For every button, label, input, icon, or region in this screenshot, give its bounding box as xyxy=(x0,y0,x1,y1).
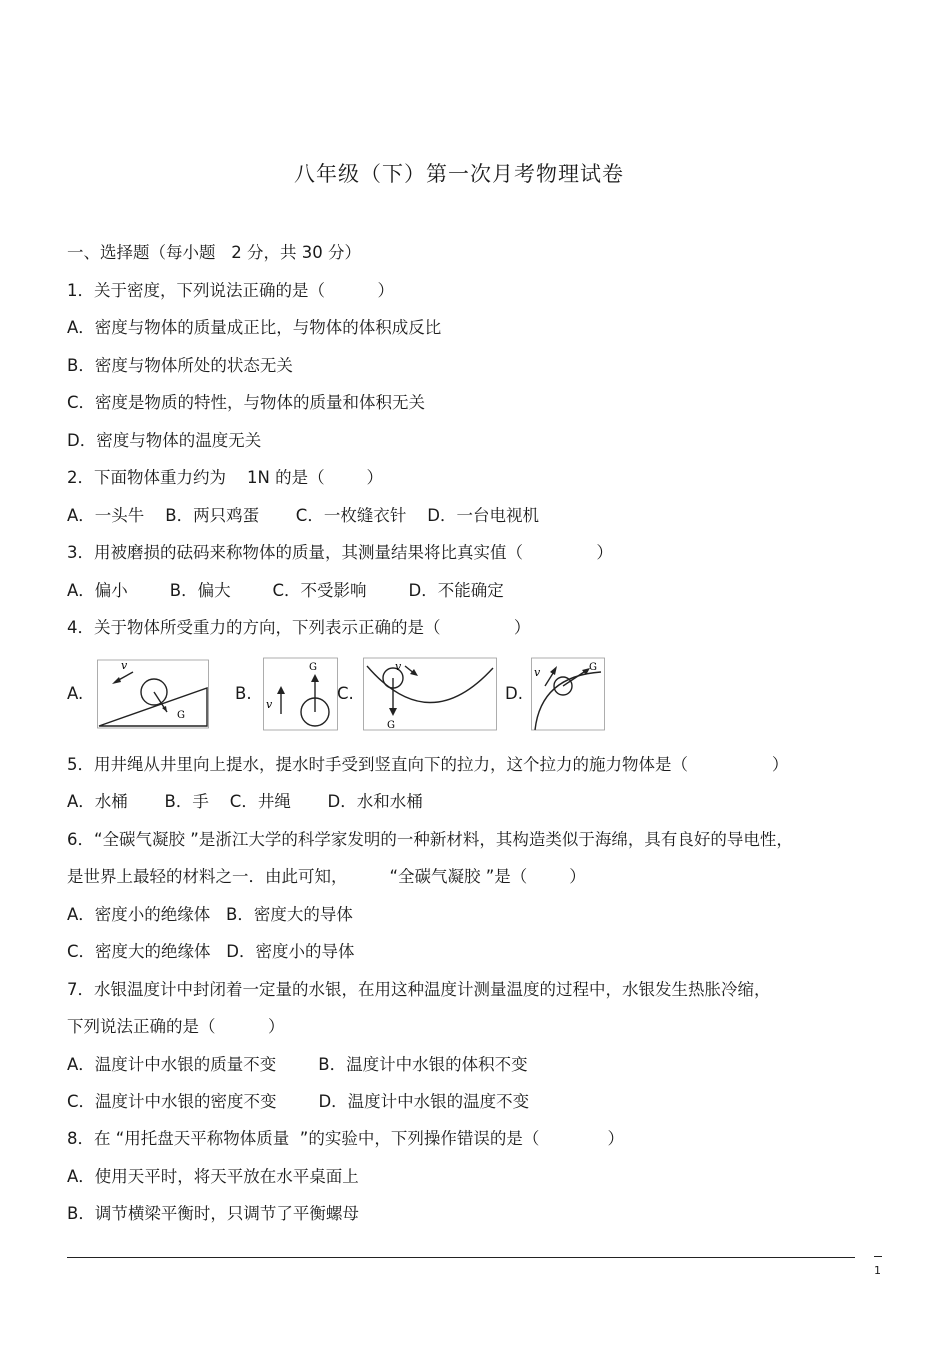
options-6-ab: A．密度小的绝缘体 B．密度大的导体 xyxy=(67,905,353,924)
exam-title: 八年级（下）第一次月考物理试卷 xyxy=(294,162,624,186)
question-1: 1．关于密度，下列说法正确的是（ ） xyxy=(67,281,394,300)
section-heading: 一、选择题（每小题 2 分，共 30 分） xyxy=(67,243,361,262)
options-7-ab: A．温度计中水银的质量不变 B．温度计中水银的体积不变 xyxy=(67,1055,528,1074)
svg-text:v: v xyxy=(534,666,541,679)
option-1c: C．密度是物质的特性，与物体的质量和体积无关 xyxy=(67,393,426,412)
question-6-line-2: 是世界上最轻的材料之一．由此可知， “全碳气凝胶 ”是（ ） xyxy=(67,867,586,886)
figure-c-bowl xyxy=(363,656,497,732)
options-6-cd: C．密度大的绝缘体 D．密度小的导体 xyxy=(67,942,355,961)
figure-a-incline xyxy=(97,656,209,730)
option-8b: B．调节横梁平衡时，只调节了平衡螺母 xyxy=(67,1204,359,1223)
question-7-line-2: 下列说法正确的是（ ） xyxy=(67,1017,285,1036)
question-3: 3．用被磨损的砝码来称物体的质量，其测量结果将比真实值（ ） xyxy=(67,543,613,562)
svg-text:G: G xyxy=(177,710,185,721)
footer-rule xyxy=(67,1257,855,1258)
figure-b-label: B. xyxy=(235,684,252,703)
figure-d-curve xyxy=(531,656,605,732)
question-2: 2．下面物体重力约为 1N 的是（ ） xyxy=(67,468,384,487)
option-1a: A．密度与物体的质量成正比，与物体的体积成反比 xyxy=(67,318,442,337)
page-number-dash xyxy=(874,1256,882,1257)
option-1b: B．密度与物体所处的状态无关 xyxy=(67,356,293,375)
options-5: A．水桶 B．手 C．井绳 D．水和水桶 xyxy=(67,792,423,811)
page-number: 1 xyxy=(874,1264,881,1277)
question-6-line-1: 6．“全碳气凝胶 ”是浙江大学的科学家发明的一种新材料，其构造类似于海绵，具有良好的导电性， xyxy=(67,830,793,849)
question-8: 8．在 “用托盘天平称物体质量 ”的实验中，下列操作错误的是（ ） xyxy=(67,1129,625,1148)
question-4: 4．关于物体所受重力的方向，下列表示正确的是（ ） xyxy=(67,618,531,637)
options-3: A．偏小 B．偏大 C．不受影响 D．不能确定 xyxy=(67,581,504,600)
options-7-cd: C．温度计中水银的密度不变 D．温度计中水银的温度不变 xyxy=(67,1092,530,1111)
svg-text:v: v xyxy=(266,698,273,711)
question-5: 5．用井绳从井里向上提水，提水时手受到竖直向下的拉力，这个拉力的施力物体是（ ） xyxy=(67,755,789,774)
svg-text:G: G xyxy=(589,662,597,673)
svg-text:G: G xyxy=(387,720,395,731)
svg-text:v: v xyxy=(121,659,128,672)
option-1d: D．密度与物体的温度无关 xyxy=(67,431,262,450)
options-2: A．一头牛 B．两只鸡蛋 C．一枚缝衣针 D．一台电视机 xyxy=(67,506,540,525)
svg-text:v: v xyxy=(395,660,402,673)
option-8a: A．使用天平时，将天平放在水平桌面上 xyxy=(67,1167,359,1186)
figure-d-label: D. xyxy=(505,684,523,703)
question-7-line-1: 7．水银温度计中封闭着一定量的水银，在用这种温度计测量温度的过程中，水银发生热胀冷缩， xyxy=(67,980,771,999)
svg-text:G: G xyxy=(309,662,317,673)
figure-b-vertical xyxy=(263,656,339,732)
figure-c-label: C. xyxy=(337,684,354,703)
figure-a-label: A. xyxy=(67,684,84,703)
